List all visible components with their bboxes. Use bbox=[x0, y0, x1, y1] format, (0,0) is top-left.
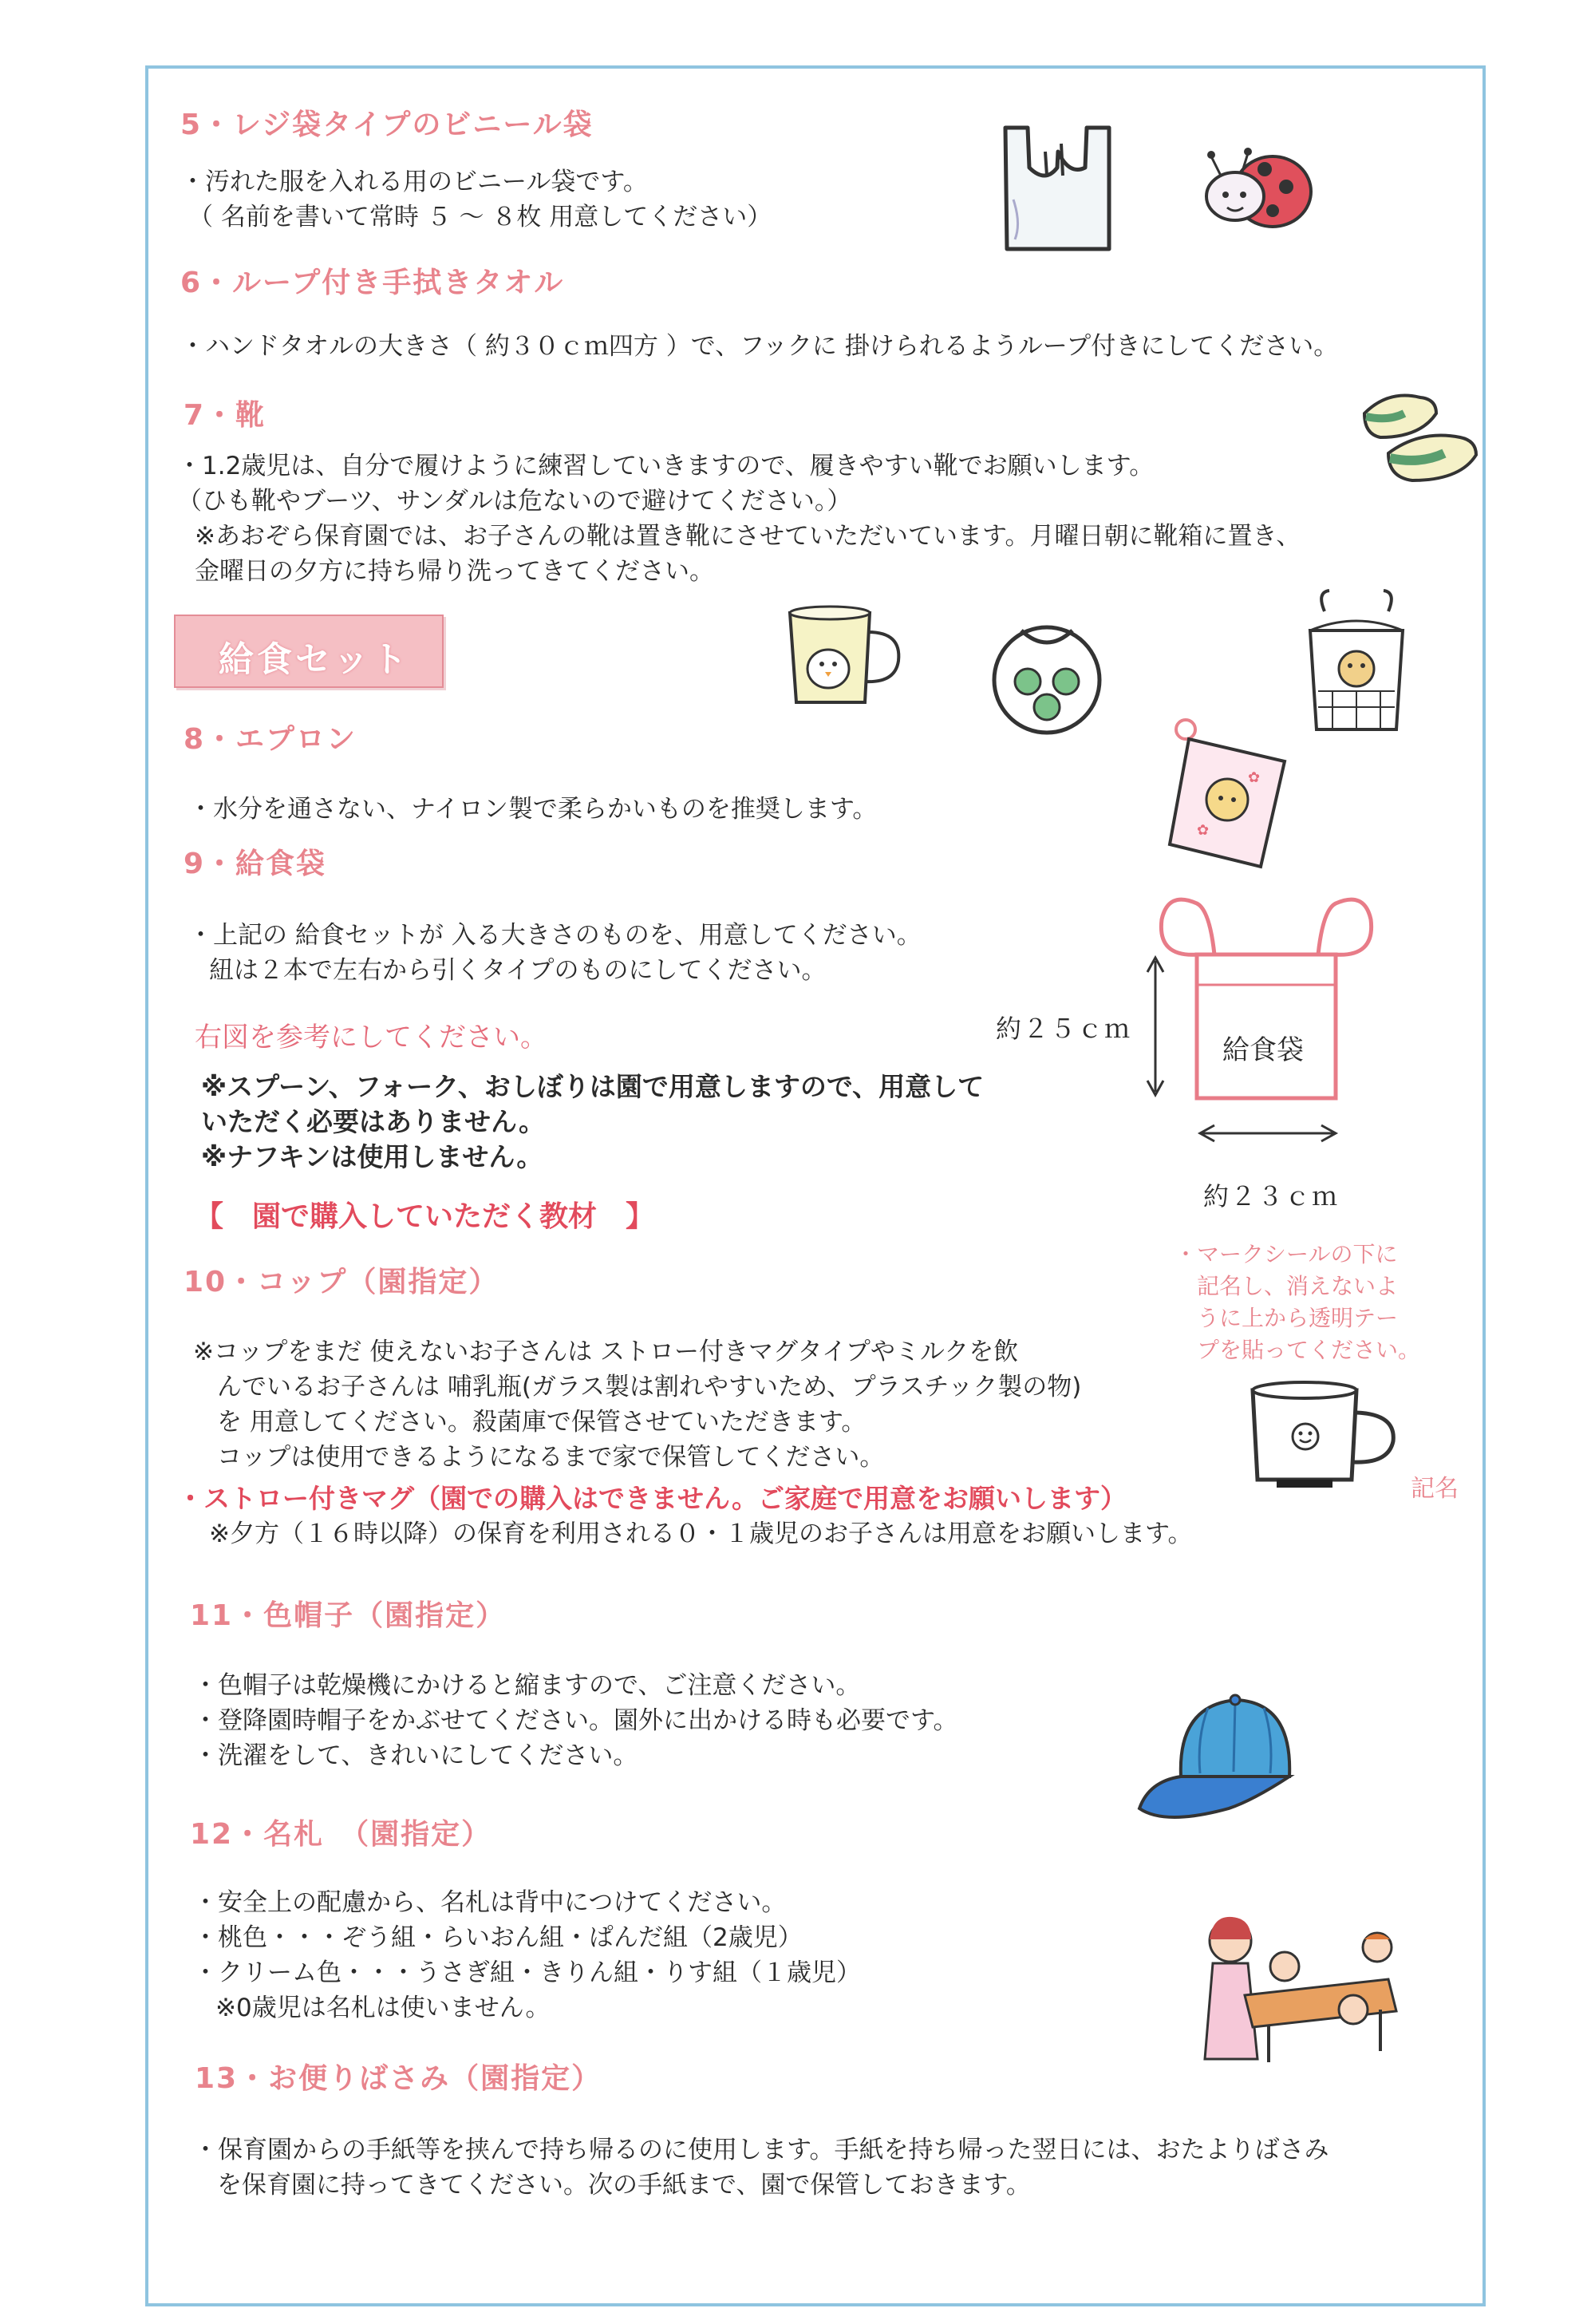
section-12-line-3: ・クリーム色・・・うさぎ組・きりん組・りす組（１歳児） bbox=[193, 1958, 861, 1987]
straw-mug-evening-note: ※夕方（１６時以降）の保育を利用される０・１歳児のお子さんは用意をお願いします。 bbox=[209, 1520, 1193, 1548]
section-11-line-2: ・登降園時帽子をかぶせてください。園外に出かける時も必要です。 bbox=[193, 1706, 958, 1735]
section-6-title: 6・ループ付き手拭きタオル bbox=[180, 267, 565, 299]
section-5-title: 5・レジ袋タイプのビニール袋 bbox=[180, 109, 594, 141]
name-label: 記名 bbox=[1411, 1475, 1459, 1503]
section-9-note-3: ※ナフキンは使用しません。 bbox=[201, 1141, 543, 1172]
lunch-bag-label: 給食袋 bbox=[1222, 1034, 1304, 1066]
section-10-line-1: ※コップをまだ 使えないお子さんは ストロー付きマグタイプやミルクを飲 bbox=[193, 1338, 1019, 1366]
section-12-title: 12・名札 （園指定） bbox=[190, 1818, 492, 1851]
mark-note-3: うに上から透明テー bbox=[1197, 1305, 1399, 1331]
children-table-icon bbox=[1197, 1907, 1404, 2067]
section-7-line-1: ・1.2歳児は、自分で履けように練習していきますので、履きやすい靴でお願いします。 bbox=[177, 452, 1155, 480]
section-9-line-2: 紐は２本で左右から引くタイプのものにしてください。 bbox=[209, 956, 827, 985]
section-9-reference: 右図を参考にしてください。 bbox=[195, 1022, 547, 1053]
shoes-icon bbox=[1356, 381, 1484, 501]
section-13-title: 13・お便りばさみ（園指定） bbox=[195, 2062, 602, 2095]
section-5-line-1: ・汚れた服を入れる用のビニール袋です。 bbox=[180, 168, 648, 196]
section-13-line-2: を保育園に持ってきてください。次の手紙まで、園で保管しておきます。 bbox=[217, 2171, 1031, 2200]
width-arrow-icon bbox=[1197, 1117, 1340, 1149]
section-8-title: 8・エプロン bbox=[184, 723, 357, 756]
section-11-title: 11・色帽子（園指定） bbox=[190, 1599, 507, 1632]
smile-mug-icon bbox=[1237, 1374, 1404, 1502]
lunch-bag-width: 約２３ｃｍ bbox=[1203, 1181, 1340, 1211]
cat-towel-icon bbox=[1165, 715, 1293, 875]
section-7-line-3: ※あおぞら保育園では、お子さんの靴は置き靴にさせていただいています。月曜日朝に靴箱に置き、 bbox=[195, 522, 1301, 551]
section-7-line-4: 金曜日の夕方に持ち帰り洗ってきてください。 bbox=[195, 557, 714, 586]
section-10-title: 10・コップ（園指定） bbox=[184, 1266, 499, 1298]
section-8-line-1: ・水分を通さない、ナイロン製で柔らかいものを推奨します。 bbox=[188, 795, 878, 824]
section-5-line-2: （ 名前を書いて常時 ５ ～ ８枚 用意してください） bbox=[188, 203, 772, 231]
section-7-line-2: （ひも靴やブーツ、サンダルは危ないので避けてください。） bbox=[177, 487, 852, 516]
chick-cup-icon bbox=[782, 600, 910, 712]
mark-note-1: ・マークシールの下に bbox=[1175, 1241, 1398, 1267]
color-cap-icon bbox=[1133, 1689, 1301, 1832]
section-9-line-1: ・上記の 給食セットが 入る大きさのものを、用意してください。 bbox=[188, 921, 922, 950]
section-10-line-3: を 用意してください。殺菌庫で保管させていただきます。 bbox=[217, 1408, 867, 1437]
section-7-title: 7・靴 bbox=[184, 399, 266, 432]
purchase-heading: 【 園で購入していただく教材 】 bbox=[195, 1200, 655, 1233]
section-9-title: 9・給食袋 bbox=[184, 848, 327, 880]
mark-note-4: プを貼ってください。 bbox=[1197, 1337, 1421, 1363]
frog-bib-icon bbox=[989, 615, 1109, 734]
section-10-line-4: コップは使用できるようになるまで家で保管してください。 bbox=[217, 1443, 885, 1472]
section-10-line-2: んでいるお子さんは 哺乳瓶(ガラス製は割れやすいため、プラスチック製の物) bbox=[217, 1373, 1082, 1401]
section-6-line-1: ・ハンドタオルの大きさ（ 約３０ｃｍ四方 ）で、フックに 掛けられるようループ付きにしてください。 bbox=[180, 332, 1339, 361]
straw-mug-note: ・ストロー付きマグ（園での購入はできません。ご家庭で用意をお願いします） bbox=[177, 1483, 1127, 1514]
lunch-bag-diagram bbox=[1141, 891, 1396, 1130]
svg-text:✿: ✿ bbox=[1197, 822, 1210, 839]
height-arrow-icon bbox=[1139, 955, 1171, 1098]
section-12-line-1: ・安全上の配慮から、名札は背中につけてください。 bbox=[193, 1888, 787, 1917]
section-9-note-2: いただく必要はありません。 bbox=[201, 1106, 545, 1137]
mark-note-2: 記名し、消えないよ bbox=[1197, 1273, 1399, 1299]
svg-text:✿: ✿ bbox=[1248, 769, 1261, 786]
section-11-line-3: ・洗濯をして、きれいにしてください。 bbox=[193, 1741, 638, 1770]
lunch-bag-height: 約２５ｃｍ bbox=[996, 1014, 1132, 1044]
section-11-line-1: ・色帽子は乾燥機にかけると縮ますので、ご注意ください。 bbox=[193, 1671, 861, 1700]
section-9-note-1: ※スプーン、フォーク、おしぼりは園で用意しますので、用意して bbox=[201, 1071, 985, 1102]
section-12-line-4: ※0歳児は名札は使いません。 bbox=[215, 1994, 551, 2022]
section-13-line-1: ・保育園からの手紙等を挟んで持ち帰るのに使用します。手紙を持ち帰った翌日には、おたよりばさみ bbox=[193, 2136, 1329, 2164]
plastic-bag-icon bbox=[997, 120, 1117, 255]
ladybug-icon bbox=[1197, 145, 1317, 241]
section-12-line-2: ・桃色・・・ぞう組・らいおん組・ぱんだ組（2歳児） bbox=[193, 1923, 803, 1952]
bear-pouch-icon bbox=[1301, 587, 1412, 739]
lunch-set-label: 給食セット bbox=[174, 615, 444, 688]
